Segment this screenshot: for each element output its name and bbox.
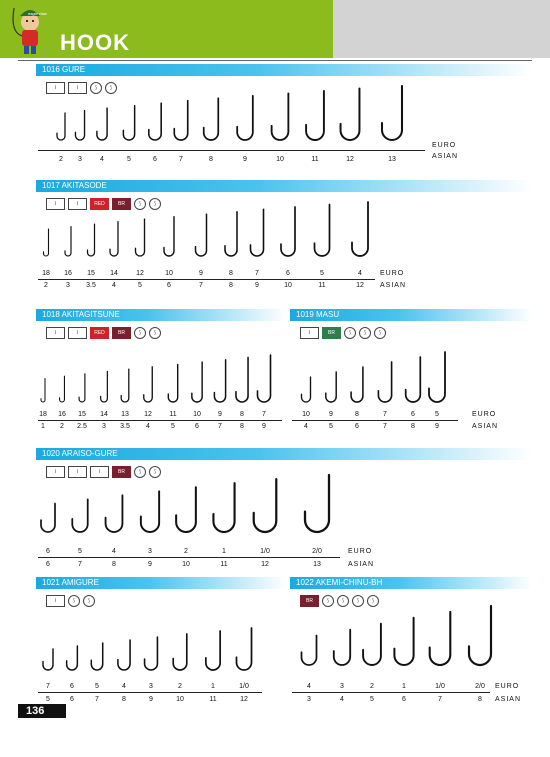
feature-box-icon: ⌇ <box>46 198 65 210</box>
asian-size-label: ASIAN <box>380 282 407 289</box>
hook-icon <box>363 624 381 665</box>
asian-size-label: ASIAN <box>472 423 499 430</box>
size-label: 12 <box>261 561 269 568</box>
euro-size-label: EURO <box>432 142 457 149</box>
size-label: 2/0 <box>312 548 322 555</box>
feature-circle-icon: ⟆ <box>83 595 95 607</box>
size-label: 3.5 <box>120 423 130 430</box>
hook-icon <box>394 618 413 665</box>
size-label: 15 <box>87 270 95 277</box>
size-label: 3 <box>66 282 70 289</box>
size-label: 1 <box>41 423 45 430</box>
size-label: 4 <box>112 548 116 555</box>
feature-box-icon: ⌇ <box>68 466 87 478</box>
size-label: 3 <box>102 423 106 430</box>
size-label: 2 <box>59 156 63 163</box>
hook-icon <box>430 612 451 665</box>
size-label: 1 <box>222 548 226 555</box>
feature-box-icon: ⌇ <box>46 82 65 94</box>
feature-circle-icon: ⟆ <box>105 82 117 94</box>
bronze-finish-icon: BR <box>112 327 131 339</box>
size-label: 10 <box>165 270 173 277</box>
red-finish-icon: RED <box>90 327 109 339</box>
hook-icon <box>334 630 350 665</box>
size-label: 8 <box>478 696 482 703</box>
size-label: 18 <box>39 411 47 418</box>
size-label: 7 <box>46 683 50 690</box>
asian-size-label: ASIAN <box>432 153 459 160</box>
size-label: 5 <box>171 423 175 430</box>
size-label: 3 <box>148 548 152 555</box>
size-label: 2.5 <box>77 423 87 430</box>
size-label: 12 <box>144 411 152 418</box>
size-label: 9 <box>199 270 203 277</box>
size-label: 5 <box>329 423 333 430</box>
size-label: 12 <box>356 282 364 289</box>
size-label: 11 <box>220 561 228 568</box>
size-label: 4 <box>304 423 308 430</box>
size-label: 9 <box>218 411 222 418</box>
size-label: 2 <box>178 683 182 690</box>
size-label: 10 <box>193 411 201 418</box>
size-label: 16 <box>64 270 72 277</box>
size-label: 6 <box>46 561 50 568</box>
size-label: 12 <box>346 156 354 163</box>
size-label: 9 <box>243 156 247 163</box>
feature-circle-icon: ⟆ <box>322 595 334 607</box>
size-label: 5 <box>435 411 439 418</box>
feature-circle-icon: ⟆ <box>149 198 161 210</box>
size-label: 9 <box>262 423 266 430</box>
size-label: 2/0 <box>475 683 485 690</box>
asian-size-label: ASIAN <box>495 696 522 703</box>
size-label: 2 <box>370 683 374 690</box>
size-label: 4 <box>358 270 362 277</box>
size-label: 7 <box>218 423 222 430</box>
size-label: 7 <box>255 270 259 277</box>
size-label: 9 <box>255 282 259 289</box>
size-label: 6 <box>402 696 406 703</box>
feature-box-icon: ⌇ <box>68 327 87 339</box>
feature-box-icon: ⌇ <box>68 198 87 210</box>
hook-icon <box>302 636 317 666</box>
bronze-finish-icon: BR <box>112 466 131 478</box>
size-label: 7 <box>383 423 387 430</box>
size-label: 1/0 <box>239 683 249 690</box>
asian-size-label: ASIAN <box>348 561 375 568</box>
size-label: 6 <box>70 696 74 703</box>
size-label: 11 <box>318 282 326 289</box>
euro-size-label: EURO <box>380 270 405 277</box>
feature-circle-icon: ⟆ <box>149 327 161 339</box>
red-finish-icon: RED <box>90 198 109 210</box>
green-finish-icon: BR <box>322 327 341 339</box>
size-label: 4 <box>146 423 150 430</box>
size-label: 10 <box>284 282 292 289</box>
size-label: 11 <box>311 156 319 163</box>
section-title: 1020 ARAISO-GURE <box>42 449 118 458</box>
size-label: 9 <box>149 696 153 703</box>
size-label: 6 <box>167 282 171 289</box>
size-label: 9 <box>148 561 152 568</box>
size-label: 8 <box>229 270 233 277</box>
size-divider-line <box>292 692 490 693</box>
size-label: 3 <box>307 696 311 703</box>
size-label: 3 <box>149 683 153 690</box>
size-label: 5 <box>138 282 142 289</box>
size-label: 8 <box>355 411 359 418</box>
size-label: 16 <box>58 411 66 418</box>
section-title: 1016 GURE <box>42 65 86 74</box>
size-label: 9 <box>329 411 333 418</box>
size-label: 1/0 <box>435 683 445 690</box>
size-label: 8 <box>122 696 126 703</box>
section-title: 1018 AKITAGITSUNE <box>42 310 120 319</box>
feature-circle-icon: ⟆ <box>344 327 356 339</box>
size-label: 8 <box>229 282 233 289</box>
size-label: 11 <box>169 411 177 418</box>
size-label: 7 <box>383 411 387 418</box>
size-label: 1/0 <box>260 548 270 555</box>
size-label: 8 <box>209 156 213 163</box>
size-label: 6 <box>195 423 199 430</box>
size-label: 8 <box>240 423 244 430</box>
size-label: 5 <box>370 696 374 703</box>
size-label: 4 <box>122 683 126 690</box>
size-label: 12 <box>240 696 248 703</box>
size-label: 6 <box>153 156 157 163</box>
size-label: 18 <box>42 270 50 277</box>
size-label: 8 <box>411 423 415 430</box>
size-label: 6 <box>411 411 415 418</box>
feature-circle-icon: ⟆ <box>367 595 379 607</box>
euro-size-label: EURO <box>495 683 520 690</box>
size-label: 7 <box>78 561 82 568</box>
feature-circle-icon: ⟆ <box>90 82 102 94</box>
size-label: 13 <box>313 561 321 568</box>
feature-circle-icon: ⟆ <box>149 466 161 478</box>
bronze-finish-icon: BR <box>300 595 319 607</box>
size-label: 8 <box>112 561 116 568</box>
size-label: 12 <box>136 270 144 277</box>
size-label: 3 <box>340 683 344 690</box>
size-label: 3 <box>78 156 82 163</box>
size-label: 10 <box>276 156 284 163</box>
feature-box-icon: ⌇ <box>46 595 65 607</box>
size-label: 6 <box>286 270 290 277</box>
size-label: 6 <box>70 683 74 690</box>
size-label: 4 <box>100 156 104 163</box>
size-label: 5 <box>78 548 82 555</box>
hook-icon <box>469 606 491 665</box>
section-title: 1021 AMIGURE <box>42 578 99 587</box>
size-label: 1 <box>402 683 406 690</box>
euro-size-label: EURO <box>348 548 373 555</box>
feature-circle-icon: ⟆ <box>359 327 371 339</box>
size-label: 5 <box>46 696 50 703</box>
feature-circle-icon: ⟆ <box>68 595 80 607</box>
feature-circle-icon: ⟆ <box>134 198 146 210</box>
size-label: 15 <box>78 411 86 418</box>
size-label: 14 <box>100 411 108 418</box>
logo-text: eagle claw <box>28 11 47 16</box>
size-label: 3.5 <box>86 282 96 289</box>
page-number: 136 <box>26 705 45 717</box>
size-label: 6 <box>46 548 50 555</box>
size-label: 7 <box>95 696 99 703</box>
size-label: 5 <box>320 270 324 277</box>
euro-size-label: EURO <box>472 411 497 418</box>
size-label: 13 <box>121 411 129 418</box>
size-label: 4 <box>340 696 344 703</box>
feature-box-icon: ⌇ <box>46 466 65 478</box>
size-label: 7 <box>199 282 203 289</box>
size-label: 5 <box>127 156 131 163</box>
size-label: 11 <box>209 696 217 703</box>
feature-circle-icon: ⟆ <box>134 466 146 478</box>
feature-circle-icon: ⟆ <box>134 327 146 339</box>
size-label: 1 <box>211 683 215 690</box>
size-label: 7 <box>262 411 266 418</box>
feature-box-icon: ⌇ <box>46 327 65 339</box>
size-label: 8 <box>240 411 244 418</box>
size-label: 10 <box>302 411 310 418</box>
bronze-finish-icon: BR <box>112 198 131 210</box>
size-label: 9 <box>435 423 439 430</box>
size-label: 14 <box>110 270 118 277</box>
size-label: 2 <box>44 282 48 289</box>
size-label: 13 <box>388 156 396 163</box>
size-label: 4 <box>112 282 116 289</box>
size-label: 7 <box>438 696 442 703</box>
size-label: 6 <box>355 423 359 430</box>
size-label: 4 <box>307 683 311 690</box>
size-label: 5 <box>95 683 99 690</box>
size-label: 7 <box>179 156 183 163</box>
section-title: 1017 AKITASODE <box>42 181 107 190</box>
feature-box-icon: ⌇ <box>90 466 109 478</box>
size-label: 10 <box>182 561 190 568</box>
size-label: 10 <box>176 696 184 703</box>
size-label: 2 <box>60 423 64 430</box>
feature-circle-icon: ⟆ <box>337 595 349 607</box>
size-label: 2 <box>184 548 188 555</box>
feature-circle-icon: ⟆ <box>374 327 386 339</box>
feature-box-icon: ⌇ <box>68 82 87 94</box>
feature-box-icon: ⌇ <box>300 327 319 339</box>
page-title: HOOK <box>60 30 130 55</box>
feature-circle-icon: ⟆ <box>352 595 364 607</box>
section-title: 1019 MASU <box>296 310 340 319</box>
section-title: 1022 AKEMI-CHINU-BH <box>296 578 383 587</box>
